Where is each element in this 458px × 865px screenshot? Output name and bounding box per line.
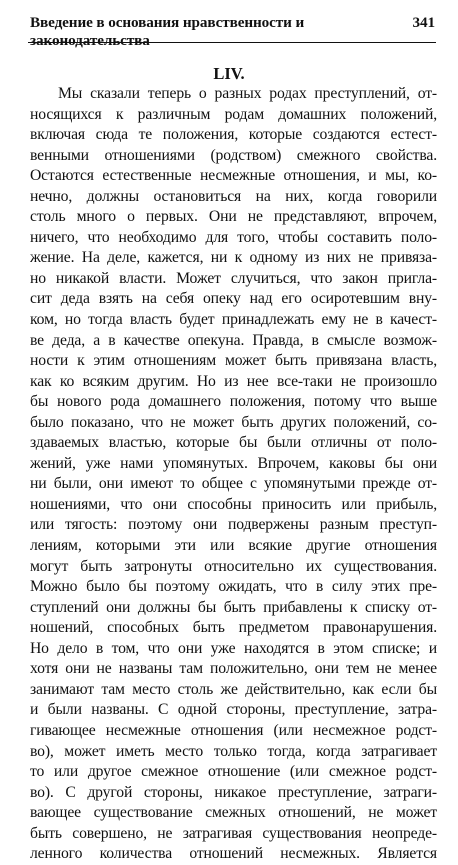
text-line: венными отношениями (родством) смежного свойства. [30, 146, 437, 164]
text-line: ступлений они должны бы быть прибавлены к списку от- [30, 598, 437, 616]
text-line: ношений, способных быть предметом правонарушения. [30, 619, 437, 637]
text-line: столь много о первых. Они не представляют, впрочем, [30, 208, 437, 226]
text-line: лениям, которыми эти или всякие другие отношения [30, 537, 437, 555]
header-rule [28, 42, 436, 43]
text-line: но никакой власти. Может случиться, что закон пригла- [30, 269, 437, 287]
text-line: или тягость: поэтому они подвержены разным преступ- [30, 516, 437, 534]
text-line: ве деда, а в качестве опекуна. Правда, в смысле возмож- [30, 331, 437, 349]
running-header [30, 14, 435, 49]
text-line: здаваемых властью, которые бы были отличны от поло- [30, 434, 437, 452]
paragraph-first-line: Мы сказали теперь о разных родах преступлений, от- [58, 85, 437, 102]
text-line: то или другое смежное отношение (или смежное родст- [30, 763, 437, 781]
text-line: жений, уже нами упомянутых. Впрочем, каковы бы они [30, 454, 437, 472]
text-line: ни были, они имеют то общее с упомянутыми прежде от- [30, 475, 437, 493]
text-line: было показано, что не может быть других положений, со- [30, 413, 437, 431]
text-line: быть совершено, не затрагивая существования неопреде- [30, 824, 437, 842]
text-line: ношениями, что они способны приносить или прибыль, [30, 495, 437, 513]
text-line: вающее существование смежных отношений, не может [30, 804, 437, 822]
text-line: и были названы. С одной стороны, преступление, затра- [30, 701, 437, 719]
text-line: нечно, должны остановиться на них, когда говорили [30, 187, 437, 205]
section-title: LIV. [213, 64, 245, 83]
text-line: ничего, что необходимо для того, чтобы составить поло- [30, 228, 437, 246]
text-line: жение. На деле, кажется, ни к одному из них не привяза- [30, 249, 437, 267]
text-line: Остаются естественные несмежные отношения, и мы, ко- [30, 167, 437, 185]
text-line: включая сюда те положения, которые создаются естест- [30, 126, 437, 144]
text-line: во). С другой стороны, никакое преступление, затраги- [30, 783, 437, 801]
text-line: Но дело в том, что они уже находятся в этом списке; и [30, 639, 437, 657]
text-line: хотя они не названы там положительно, они тем не менее [30, 660, 437, 678]
text-line: могут быть затронуты относительно их существования. [30, 557, 437, 575]
page-number: 341 [412, 14, 435, 31]
text-line: во), может иметь место только тогда, когда затрагивает [30, 742, 437, 760]
text-line: Можно было бы поэтому ожидать, что в силу этих пре- [30, 578, 437, 596]
text-line: ности к этим отношениям может быть привязана власть, [30, 352, 437, 370]
text-line: гивающее несмежные отношения (или несмежное родст- [30, 721, 437, 739]
text-line: ленного количества отношений несмежных. Является [30, 845, 437, 863]
text-line: ком, но тогда власть будет принадлежать ему не в качест- [30, 311, 437, 329]
text-line: занимают там место столь же действительно, как если бы [30, 680, 437, 698]
text-line: сит деда взять на себя опеку над его осиротевшим вну- [30, 290, 437, 308]
text-line: носящихся к различным родам домашних положений, [30, 105, 437, 123]
text-line: как ко всяким другим. Но из нее все-таки не произошло [30, 372, 437, 390]
body-text [30, 84, 437, 865]
running-title: Введение в основания нравственности и законодательства [30, 14, 305, 49]
text-line: бы нового рода домашнего положения, потому что выше [30, 393, 437, 411]
